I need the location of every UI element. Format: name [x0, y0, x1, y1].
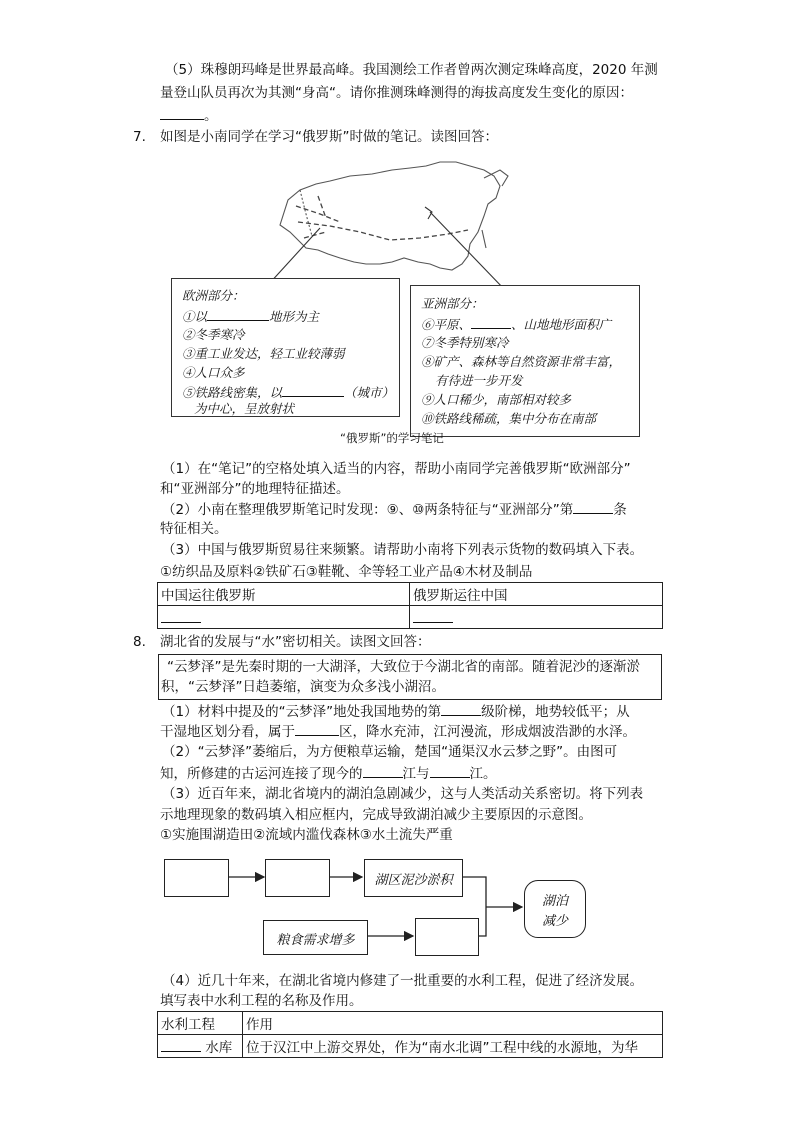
table-header-china-to-russia: 中国运往俄罗斯 — [158, 583, 410, 606]
figure-caption: “俄罗斯”的学习笔记 — [340, 431, 444, 445]
q6-5-line1: （5）珠穆朗玛峰是世界最高峰。我国测绘工作者曾两次测定珠峰高度，2020 年测 — [165, 62, 658, 78]
europe-item-4: ④人口众多 — [182, 365, 245, 380]
europe-item-5: ⑤铁路线密集，以 （城市） — [182, 382, 394, 401]
europe-title: 欧洲部分： — [182, 288, 245, 303]
q7-p2-line2: 特征相关。 — [160, 521, 228, 537]
q7-stem: 如图是小南同学在学习“俄罗斯”时做的笔记。读图回答： — [160, 129, 498, 145]
table-header-russia-to-china: 俄罗斯运往中国 — [410, 583, 663, 606]
q8-p1-line2: 干湿地区划分看，属于 区，降水充沛，江河漫流，形成烟波浩渺的水泽。 — [160, 721, 636, 742]
europe-item-5-cont: 为中心，呈放射状 — [194, 401, 295, 416]
europe-notes-box — [171, 278, 400, 417]
q8-number: 8. — [133, 634, 146, 650]
europe-item-1: ①以 地形为主 — [182, 306, 319, 325]
q8-p4-line2: 填写表中水利工程的名称及作用。 — [160, 993, 363, 1009]
table-header-project: 水利工程 — [158, 1012, 243, 1035]
q8-p4-line1: （4）近几十年来，在湖北省境内修建了一批重要的水利工程，促进了经济发展。 — [162, 973, 644, 989]
q8-p3-line1: （3）近百年来，湖北省境内的湖泊急剧减少，这与人类活动关系密切。将下列表 — [162, 786, 644, 802]
answer-blank[interactable] — [471, 314, 511, 329]
answer-blank[interactable] — [161, 1037, 201, 1052]
asia-item-9: ⑨人口稀少，南部相对较多 — [421, 392, 572, 407]
flow-blank-box-3[interactable] — [415, 918, 479, 956]
q8-p2-line2: 知，所修建的古运河连接了现今的 江与 江。 — [160, 763, 497, 784]
europe-item-2: ②冬季寒冷 — [182, 327, 245, 342]
q7-p1-line2: 和“亚洲部分”的地理特征描述。 — [160, 481, 350, 497]
q8-p3-line2: 示地理现象的数码填入相应框内，完成导致湖泊减少主要原因的示意图。 — [160, 807, 592, 823]
table-cell-china-to-russia[interactable] — [158, 606, 410, 629]
answer-blank[interactable] — [207, 306, 269, 321]
sakhalin — [482, 230, 486, 248]
answer-blank[interactable] — [160, 105, 204, 120]
asia-item-7: ⑦冬季特别寒冷 — [421, 335, 509, 350]
table-cell-russia-to-china[interactable] — [410, 606, 663, 629]
flow-box-silt: 湖区泥沙淤积 — [364, 859, 463, 897]
kamchatka — [484, 170, 508, 186]
answer-blank[interactable] — [363, 763, 403, 778]
answer-blank[interactable] — [430, 763, 470, 778]
material-box — [158, 654, 662, 700]
q7-number: 7. — [133, 129, 146, 145]
answer-blank[interactable] — [282, 382, 344, 397]
q8-stem: 湖北省的发展与“水”密切相关。读图文回答： — [160, 634, 431, 650]
material-line1: “云梦泽”是先秦时期的一大湖泽，大致位于今湖北省的南部。随着泥沙的逐渐淤 — [167, 659, 640, 675]
q7-p1-line1: （1）在“笔记”的空格处填入适当的内容，帮助小南同学完善俄罗斯“欧洲部分” — [162, 461, 631, 477]
q7-p3-line1: （3）中国与俄罗斯贸易往来频繁。请帮助小南将下列表示货物的数码填入下表。 — [162, 542, 644, 558]
table-header-effect: 作用 — [243, 1012, 663, 1035]
asia-item-10: ⑩铁路线稀疏，集中分布在南部 — [421, 411, 597, 426]
q6-5-line2: 量登山队员再次为其测“身高“。请你推测珠峰测得的海拔高度发生变化的原因： — [160, 85, 633, 101]
q6-5-line3: 。 — [160, 105, 218, 126]
water-project-table — [157, 1011, 663, 1058]
flow-blank-box-1[interactable] — [164, 859, 229, 897]
russia-outline — [280, 162, 500, 270]
flow-blank-box-2[interactable] — [265, 859, 330, 897]
q7-p2-line1: （2）小南在整理俄罗斯笔记时发现：⑨、⑩两条特征与“亚洲部分”第 条 — [162, 499, 627, 520]
q8-p2-line1: （2）“云梦泽”萎缩后，为方便粮草运输，楚国“通渠汉水云梦之野”。由图可 — [162, 744, 618, 760]
asia-item-6: ⑥平原、 、山地地形面积广 — [421, 314, 611, 333]
answer-blank[interactable] — [295, 721, 339, 736]
trade-table — [157, 582, 663, 629]
asia-notes-box — [410, 285, 640, 437]
material-line2: 积，“云梦泽”日趋萎缩，演变为众多浅小湖沼。 — [161, 679, 445, 695]
asia-item-8: ⑧矿产、森林等自然资源非常丰富， — [421, 354, 622, 369]
table-cell-reservoir-name[interactable]: 水库 — [158, 1035, 243, 1058]
flow-result-lake-decrease: 湖泊 减少 — [524, 880, 586, 938]
flow-box-grain: 粮食需求增多 — [263, 920, 368, 955]
railway-lines — [296, 196, 468, 240]
q8-p1-line1: （1）材料中提及的“云梦泽”地处我国地势的第 级阶梯，地势较低平；从 — [162, 701, 630, 722]
q7-p3-line2: ①纺织品及原料②铁矿石③鞋靴、伞等轻工业产品④木材及制品 — [160, 564, 533, 580]
asia-item-8-cont: 有待进一步开发 — [435, 373, 523, 388]
answer-blank[interactable] — [573, 499, 613, 514]
table-cell-reservoir-effect: 位于汉江中上游交界处，作为“南水北调”工程中线的水源地，为华 — [243, 1035, 663, 1058]
asia-title: 亚洲部分： — [421, 296, 484, 311]
europe-item-3: ③重工业发达，轻工业较薄弱 — [182, 346, 345, 361]
answer-blank[interactable] — [441, 701, 481, 716]
q8-p3-line3: ①实施围湖造田②流域内滥伐森林③水土流失严重 — [160, 827, 453, 843]
